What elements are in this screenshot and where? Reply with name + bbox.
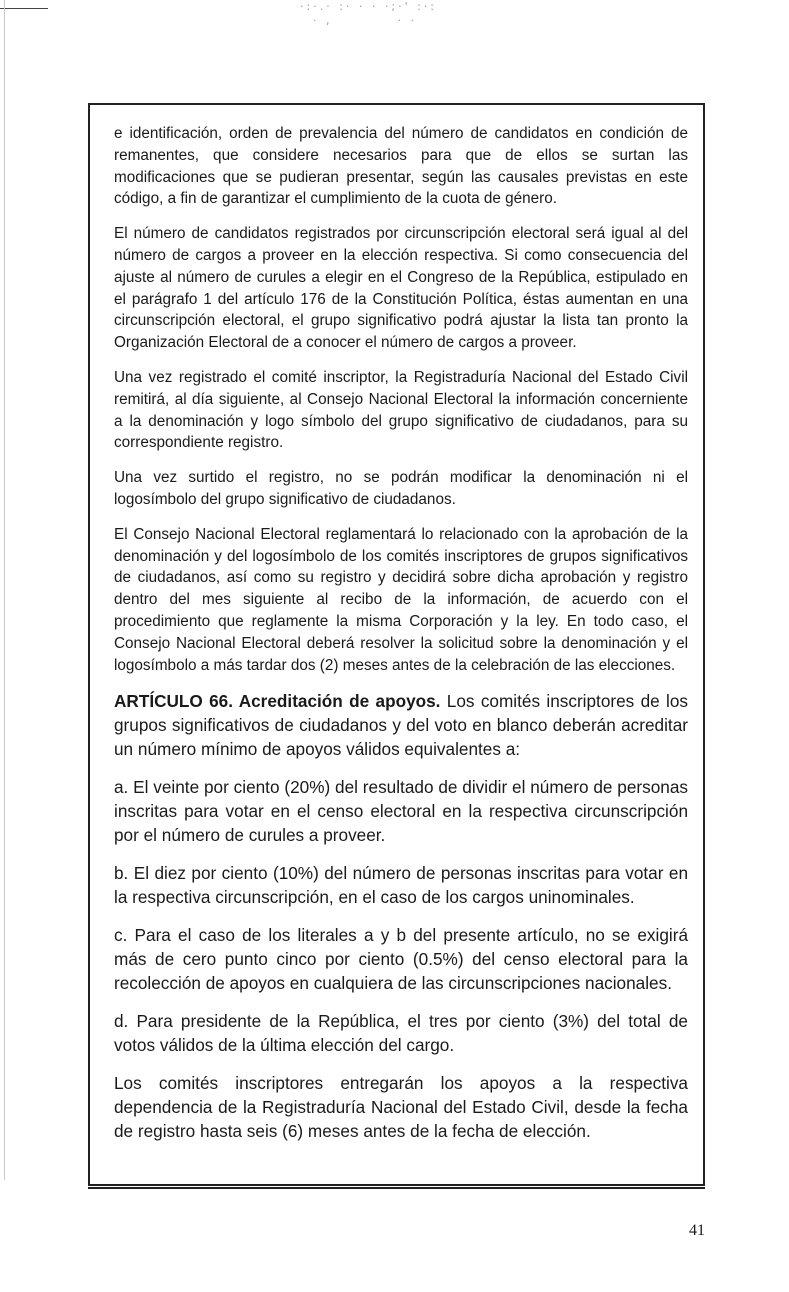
scan-edge bbox=[0, 0, 5, 1180]
article-closing: Los comités inscriptores entregarán los apoyos a la respectiva dependencia de la Registraduría Nacional del Estado Civil, desde la fecha de registro hasta seis (6) meses antes de la fecha de elección. bbox=[114, 1073, 688, 1142]
paragraph-registry-final: Una vez surtido el registro, no se podrán modificar la denominación ni el logosímbolo del grupo significativo de ciudadanos. bbox=[114, 469, 688, 508]
paragraph-identification: e identificación, orden de prevalencia del número de candidatos en condición de remanentes, que considere necesarios para que de ellos se surtan las modificaciones que se pudieran presentar, según las causales previstas en este código, a fin de garantizar el cumplimiento de la cuota de género. bbox=[114, 125, 688, 208]
paragraph-committee-registration: Una vez registrado el comité inscriptor, la Registraduría Nacional del Estado Civil remitirá, al día siguiente, al Consejo Nacional Electoral la información concerniente a la denominación y logo símbolo del grupo significativo de ciudadanos, para su correspondiente registro. bbox=[114, 368, 688, 452]
article-item-b: b. El diez por ciento (10%) del número de personas inscritas para votar en la respectiva circunscripción, en el caso de los cargos uninominales. bbox=[114, 863, 688, 908]
frame-bottom-rule bbox=[88, 1187, 705, 1189]
paragraph-candidates-number: El número de candidatos registrados por circunscripción electoral será igual al del número de cargos a proveer en la elección respectiva. Si como consecuencia del ajuste al número de curules a elegir en el Congreso de la República, estipulado en el parágrafo 1 del artículo 176 de la Constitución Política, éstas aumentan en una circunscripción electoral, el grupo significativo podrá ajustar la lista tan pronto la Organización Electoral de a conocer el número de cargos a proveer. bbox=[114, 225, 688, 352]
article-heading: ARTÍCULO 66. Acreditación de apoyos. bbox=[114, 691, 441, 712]
corner-mark bbox=[0, 8, 48, 9]
article-item-a: a. El veinte por ciento (20%) del resultado de dividir el número de personas inscritas para votar en el censo electoral en la respectiva circunscripción por el número de curules a proveer. bbox=[114, 777, 688, 846]
article-66 bbox=[114, 689, 688, 761]
scan-artifact: ·:·.· :· · · ·;·' :·: · , · · bbox=[300, 0, 438, 27]
article-item-d: d. Para presidente de la República, el tres por ciento (3%) del total de votos válidos de la última elección del cargo. bbox=[114, 1011, 688, 1056]
page-number: 41 bbox=[689, 1222, 705, 1239]
article-item-c: c. Para el caso de los literales a y b del presente artículo, no se exigirá más de cero punto cinco por ciento (0.5%) del censo electoral para la recolección de apoyos en cualquiera de las circunscripciones nacionales. bbox=[114, 925, 688, 994]
document-body bbox=[114, 123, 688, 1157]
paragraph-cne-regulation: El Consejo Nacional Electoral reglamentará lo relacionado con la aprobación de la denominación y del logosímbolo de los comités inscriptores de grupos significativos de ciudadanos, así como su registro y decidirá sobre dicha aprobación y registro dentro del mes siguiente al recibo de la información, de acuerdo con el procedimiento que reglamente la misma Corporación y la ley. En todo caso, el Consejo Nacional Electoral deberá resolver la solicitud sobre la denominación y el logosímbolo a más tardar dos (2) meses antes de la celebración de las elecciones. bbox=[114, 525, 688, 674]
article-intro: Los comités inscriptores de los grupos significativos de ciudadanos y del voto en blanco deberán acreditar un número mínimo de apoyos válidos equivalentes a: bbox=[114, 691, 688, 760]
